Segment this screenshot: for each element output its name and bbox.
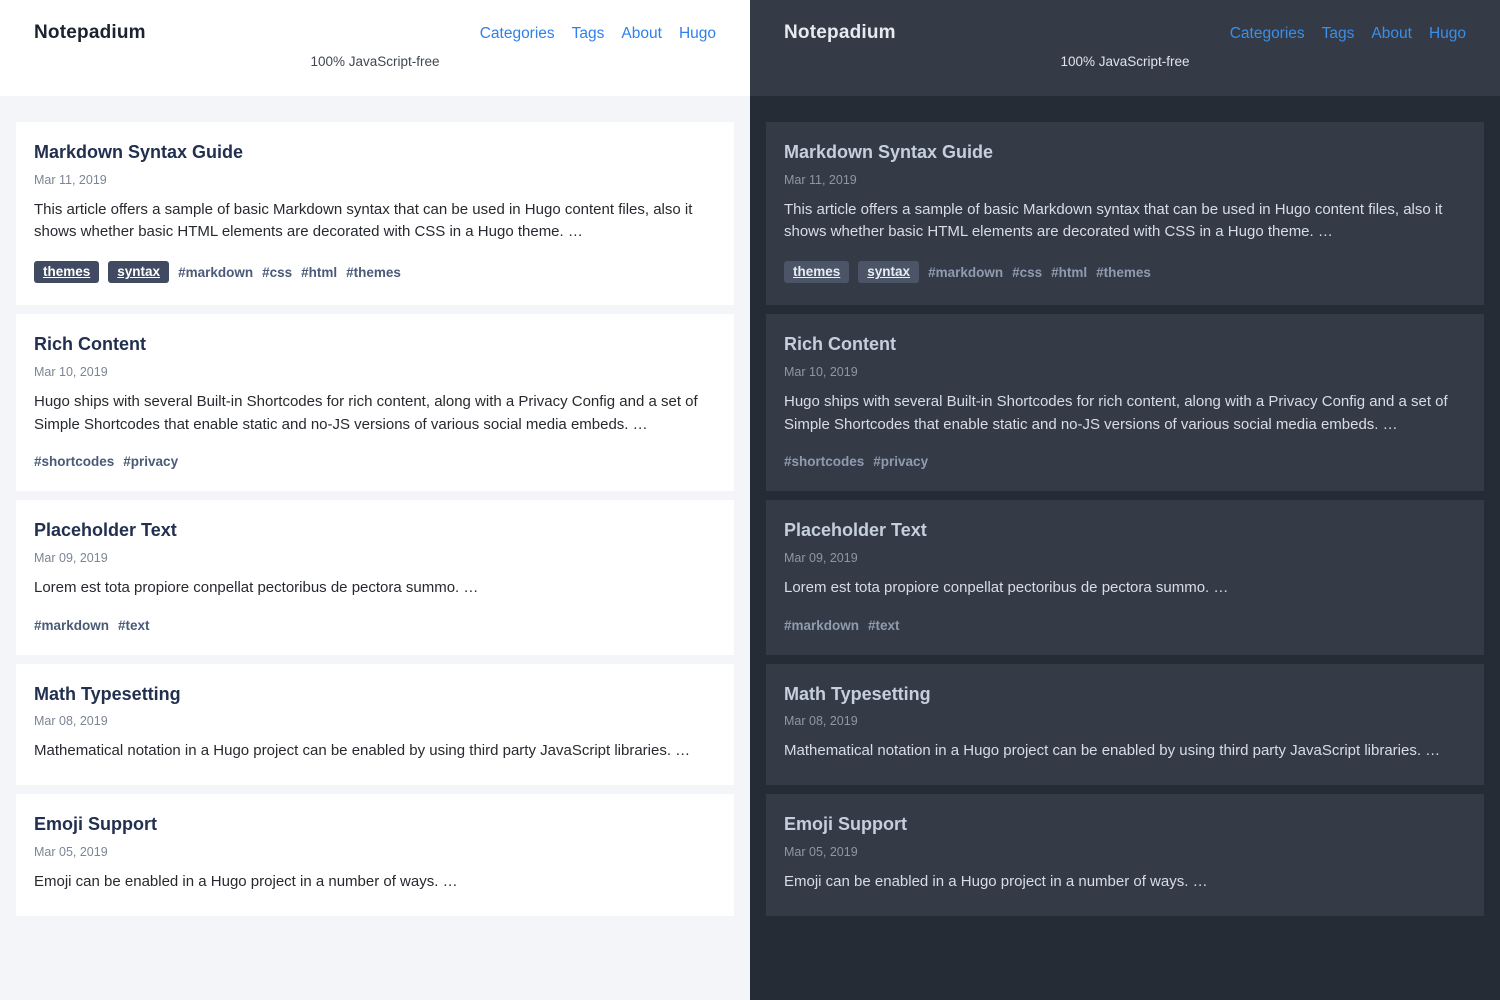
post-category-badge[interactable]: themes — [34, 261, 99, 283]
post-date: Mar 09, 2019 — [784, 550, 858, 565]
post-tag-link[interactable]: #text — [868, 617, 900, 633]
post-card[interactable] — [16, 122, 734, 305]
post-card[interactable] — [766, 314, 1484, 491]
post-title[interactable]: Markdown Syntax Guide — [34, 142, 244, 162]
post-date: Mar 08, 2019 — [784, 714, 858, 729]
post-date: Mar 10, 2019 — [784, 364, 858, 379]
site-header-light — [0, 0, 750, 96]
post-title[interactable]: Placeholder Text — [784, 520, 927, 541]
nav-item-tags[interactable]: Tags — [571, 25, 605, 42]
post-date: Mar 09, 2019 — [34, 550, 108, 565]
post-date: Mar 05, 2019 — [784, 844, 858, 859]
post-card[interactable] — [16, 500, 734, 654]
post-summary: Lorem est tota propiore conpellat pectoribus de pectora summo. … — [34, 578, 479, 596]
post-date: Mar 08, 2019 — [34, 714, 108, 729]
post-title[interactable]: Emoji Support — [784, 814, 907, 835]
site-tagline: 100% JavaScript-free — [1060, 54, 1190, 69]
post-tag-link[interactable]: #themes — [346, 264, 401, 280]
post-summary: This article offers a sample of basic Markdown syntax that can be used in Hugo content files, also it shows whether basic HTML elements are decorated with CSS in a Hugo theme. … — [34, 200, 693, 241]
post-tag-link[interactable]: #shortcodes — [784, 454, 865, 470]
post-tag-link[interactable]: #markdown — [178, 264, 254, 280]
post-date: Mar 10, 2019 — [34, 364, 108, 379]
post-summary: Emoji can be enabled in a Hugo project in a number of ways. … — [34, 872, 458, 890]
post-category-badge[interactable]: themes — [784, 261, 849, 283]
site-header-dark — [750, 0, 1500, 96]
post-summary: This article offers a sample of basic Markdown syntax that can be used in Hugo content files, also it shows whether basic HTML elements are decorated with CSS in a Hugo theme. … — [784, 200, 1443, 241]
post-card[interactable] — [766, 664, 1484, 785]
post-summary: Lorem est tota propiore conpellat pectoribus de pectora summo. … — [784, 578, 1229, 596]
post-title[interactable]: Math Typesetting — [784, 683, 931, 704]
post-tag-link[interactable]: #markdown — [928, 264, 1004, 280]
post-title[interactable]: Math Typesetting — [34, 683, 181, 704]
post-tag-link[interactable]: #markdown — [34, 617, 110, 633]
post-meta-row — [784, 618, 1466, 633]
post-tag-link[interactable]: #privacy — [123, 454, 179, 470]
post-tag-link[interactable]: #html — [301, 264, 338, 280]
nav-item-about[interactable]: About — [1371, 25, 1412, 42]
post-meta-row — [34, 454, 716, 469]
nav-item-about[interactable]: About — [621, 25, 662, 42]
post-card[interactable] — [16, 794, 734, 915]
post-meta-row — [34, 618, 716, 633]
post-meta-row — [784, 261, 1466, 283]
post-date: Mar 11, 2019 — [34, 172, 107, 187]
post-category-badge[interactable]: syntax — [108, 261, 169, 283]
post-card[interactable] — [16, 314, 734, 491]
post-tag-link[interactable]: #markdown — [784, 617, 860, 633]
post-tag-link[interactable]: #text — [118, 617, 150, 633]
post-date: Mar 11, 2019 — [784, 172, 857, 187]
post-meta-row — [34, 261, 716, 283]
post-tag-link[interactable]: #privacy — [873, 454, 929, 470]
post-title[interactable]: Rich Content — [784, 334, 896, 355]
post-summary: Mathematical notation in a Hugo project can be enabled by using third party JavaScript libraries. … — [34, 742, 691, 760]
site-tagline: 100% JavaScript-free — [310, 54, 440, 69]
post-tag-link[interactable]: #css — [262, 264, 293, 280]
post-title[interactable]: Emoji Support — [34, 814, 157, 835]
post-summary: Hugo ships with several Built-in Shortcodes for rich content, along with a Privacy Config and a set of Simple Shortcodes that enable static and no-JS versions of various social media embeds. … — [784, 392, 1448, 433]
post-date: Mar 05, 2019 — [34, 844, 108, 859]
main-nav — [1230, 25, 1466, 43]
post-tag-link[interactable]: #html — [1051, 264, 1088, 280]
main-nav — [480, 25, 716, 43]
post-list-light — [0, 96, 750, 916]
post-tag-link[interactable]: #css — [1012, 264, 1043, 280]
site-brand[interactable]: Notepadium — [784, 22, 896, 43]
post-card[interactable] — [766, 500, 1484, 654]
post-card[interactable] — [16, 664, 734, 785]
post-summary: Mathematical notation in a Hugo project can be enabled by using third party JavaScript libraries. … — [784, 742, 1441, 760]
post-tag-link[interactable]: #shortcodes — [34, 454, 115, 470]
post-summary: Hugo ships with several Built-in Shortcodes for rich content, along with a Privacy Config and a set of Simple Shortcodes that enable static and no-JS versions of various social media embeds. … — [34, 392, 698, 433]
nav-item-categories[interactable]: Categories — [479, 25, 555, 42]
post-meta-row — [784, 454, 1466, 469]
dark-theme-pane — [750, 0, 1500, 1000]
nav-item-tags[interactable]: Tags — [1321, 25, 1355, 42]
post-tag-link[interactable]: #themes — [1096, 264, 1151, 280]
nav-item-categories[interactable]: Categories — [1229, 25, 1305, 42]
post-summary: Emoji can be enabled in a Hugo project in a number of ways. … — [784, 872, 1208, 890]
post-category-badge[interactable]: syntax — [858, 261, 919, 283]
site-brand[interactable]: Notepadium — [34, 22, 146, 43]
nav-item-hugo[interactable]: Hugo — [1428, 25, 1466, 42]
post-card[interactable] — [766, 122, 1484, 305]
post-card[interactable] — [766, 794, 1484, 915]
post-title[interactable]: Markdown Syntax Guide — [784, 142, 994, 162]
post-list-dark — [750, 96, 1500, 916]
post-title[interactable]: Rich Content — [34, 334, 146, 355]
post-title[interactable]: Placeholder Text — [34, 520, 177, 541]
nav-item-hugo[interactable]: Hugo — [678, 25, 716, 42]
